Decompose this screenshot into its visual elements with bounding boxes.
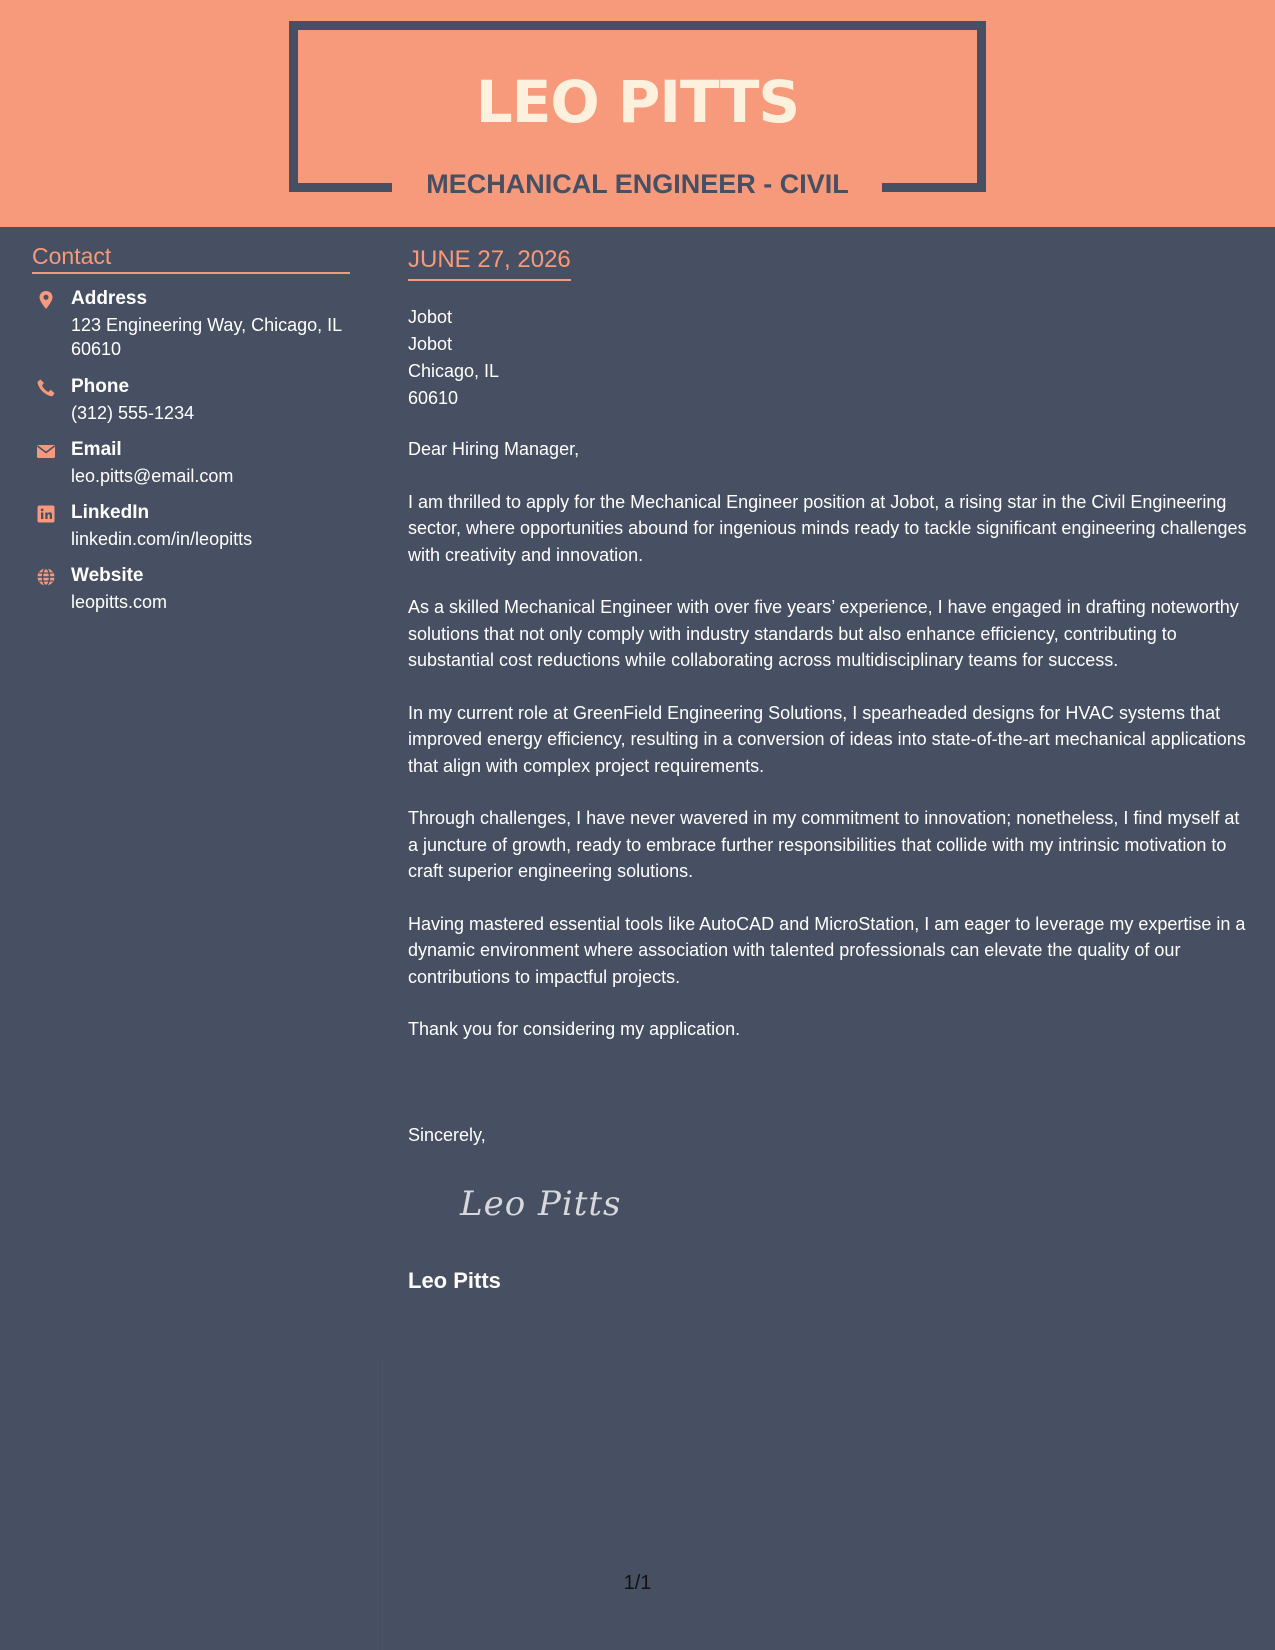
header-banner bbox=[0, 0, 1275, 227]
body-paragraph: As a skilled Mechanical Engineer with over five years’ experience, I have engaged in drafting noteworthy solutions that not only comply with industry standards but also enhance efficiency, contributing to substantial cost reductions while collaborating across multidisciplinary teams for success. bbox=[408, 597, 1239, 670]
contact-label: Email bbox=[71, 439, 122, 460]
globe-icon bbox=[36, 567, 56, 587]
closing: Sincerely, bbox=[408, 1125, 486, 1145]
contact-value[interactable]: linkedin.com/in/leopitts bbox=[71, 529, 253, 549]
body-paragraph: In my current role at GreenField Engineering Solutions, I spearheaded designs for HVAC systems that improved energy efficiency, resulting in a conversion of ideas into state-of-the-art mechanical applications that align with complex project requirements. bbox=[408, 702, 1246, 776]
body-paragraph: Thank you for considering my application. bbox=[408, 1019, 741, 1039]
column-divider bbox=[382, 1360, 383, 1650]
recipient-block bbox=[408, 304, 499, 412]
recipient-line: Jobot bbox=[408, 334, 453, 354]
recipient-line: Jobot bbox=[408, 307, 453, 327]
letter-body bbox=[408, 436, 1251, 1069]
contact-heading: Contact bbox=[32, 242, 350, 274]
signature: Leo Pitts bbox=[460, 1184, 622, 1224]
linkedin-icon bbox=[36, 504, 56, 524]
letter-date: JUNE 27, 2026 bbox=[408, 245, 571, 281]
contact-value: (312) 555-1234 bbox=[71, 403, 195, 423]
envelope-icon bbox=[36, 441, 56, 461]
phone-icon bbox=[36, 378, 56, 398]
recipient-line: 60610 bbox=[408, 388, 459, 408]
contact-value[interactable]: leopitts.com bbox=[71, 592, 168, 612]
candidate-name: LEO PITTS bbox=[475, 68, 800, 136]
page-number: 1/1 bbox=[623, 1572, 652, 1594]
contact-label: Website bbox=[71, 565, 144, 586]
body-paragraph: I am thrilled to apply for the Mechanical Engineer position at Jobot, a rising star in the Civil Engineering sector, where opportunities abound for ingenious minds ready to tackle significant engineering challenges with creativity and innovation. bbox=[408, 491, 1247, 565]
greeting: Dear Hiring Manager, bbox=[408, 439, 580, 459]
contact-label: LinkedIn bbox=[71, 502, 150, 523]
body-paragraph: Through challenges, I have never wavered in my commitment to innovation; nonetheless, I find myself at a juncture of growth, ready to embrace further responsibilities that collide with my intrinsic motivation to craft superior engineering solutions. bbox=[408, 808, 1240, 881]
contact-value[interactable]: leo.pitts@email.com bbox=[71, 466, 234, 486]
map-pin-icon bbox=[36, 290, 56, 310]
contact-value: 123 Engineering Way, Chicago, IL 60610 bbox=[71, 315, 342, 359]
contact-label: Address bbox=[71, 288, 148, 309]
signer-name: Leo Pitts bbox=[408, 1268, 501, 1293]
body-paragraph: Having mastered essential tools like AutoCAD and MicroStation, I am eager to leverage my expertise in a dynamic environment where association with talented professionals can elevate the quality of our contributions to impactful projects. bbox=[408, 913, 1246, 987]
contact-label: Phone bbox=[71, 376, 130, 397]
job-title: MECHANICAL ENGINEER - CIVIL bbox=[426, 169, 849, 199]
recipient-line: Chicago, IL bbox=[408, 361, 500, 381]
